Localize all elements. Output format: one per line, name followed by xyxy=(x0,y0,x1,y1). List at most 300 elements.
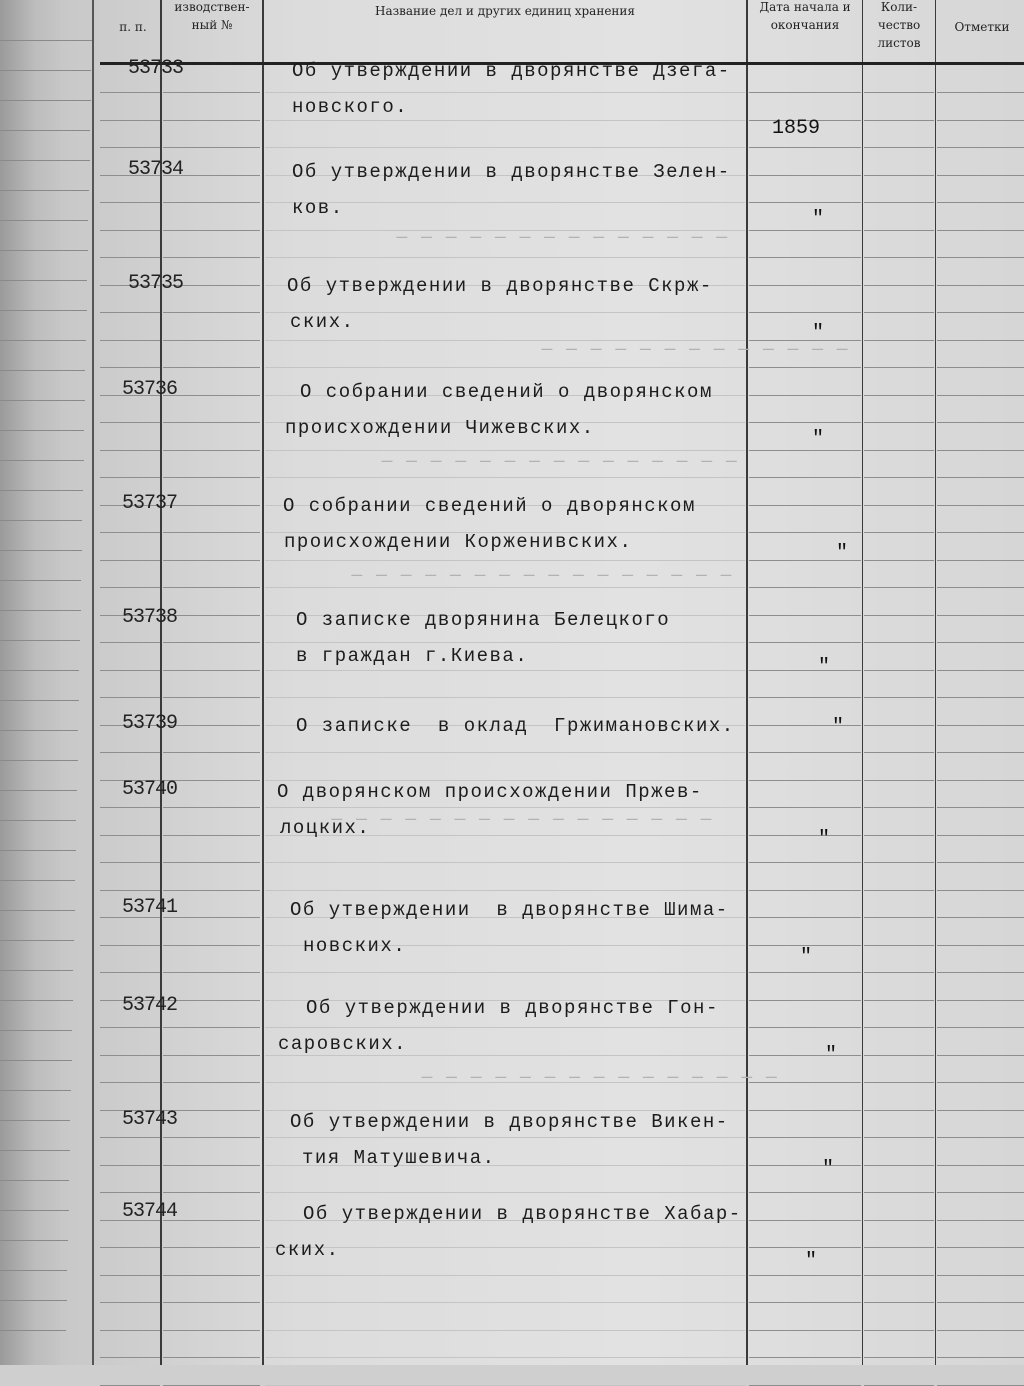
ruled-line xyxy=(864,862,934,863)
ruled-line xyxy=(100,147,160,148)
ruled-line xyxy=(864,1110,934,1111)
ruled-line xyxy=(163,340,260,341)
left-page-line xyxy=(0,400,85,401)
left-page-line xyxy=(0,550,82,551)
ruled-line xyxy=(937,615,1024,616)
ruled-line xyxy=(937,642,1024,643)
ruled-line xyxy=(100,670,160,671)
ruled-line xyxy=(100,367,160,368)
ruled-line xyxy=(937,312,1024,313)
ruled-line xyxy=(749,422,861,423)
ruled-line xyxy=(163,92,260,93)
ruled-line xyxy=(864,1192,934,1193)
ruled-line xyxy=(937,1110,1024,1111)
ruled-line xyxy=(864,1082,934,1083)
ruled-line xyxy=(100,1247,160,1248)
ruled-line xyxy=(265,450,745,451)
left-page-line xyxy=(0,1240,68,1241)
item-date: 1859 xyxy=(772,117,821,140)
ruled-line xyxy=(265,1302,745,1303)
ruled-line xyxy=(749,1357,861,1358)
ruled-line xyxy=(749,972,861,973)
ruled-line xyxy=(864,1302,934,1303)
item-number: 53738 xyxy=(122,606,178,629)
left-page-line xyxy=(0,220,88,221)
item-title-line2: саровских. xyxy=(278,1033,408,1055)
ruled-line xyxy=(749,1027,861,1028)
ruled-line xyxy=(100,862,160,863)
ruled-line xyxy=(937,505,1024,506)
ruled-line xyxy=(937,780,1024,781)
ruled-line xyxy=(864,505,934,506)
ruled-line xyxy=(937,670,1024,671)
ruled-line xyxy=(864,257,934,258)
ruled-line xyxy=(864,587,934,588)
ruled-line xyxy=(265,1385,745,1386)
left-page-line xyxy=(0,1060,72,1061)
left-page-line xyxy=(0,130,90,131)
ruled-line xyxy=(100,1357,160,1358)
ruled-line xyxy=(100,1082,160,1083)
left-page-line xyxy=(0,1090,71,1091)
ruled-line xyxy=(864,725,934,726)
item-title-line1: Об утверждении в дворянстве Дзега- xyxy=(292,60,731,82)
left-page-line xyxy=(0,460,84,461)
left-page-line xyxy=(0,40,92,41)
item-date-ditto: " xyxy=(812,322,825,345)
ruled-line xyxy=(937,230,1024,231)
ruled-line xyxy=(163,1055,260,1056)
ruled-line xyxy=(864,120,934,121)
left-page-line xyxy=(0,760,78,761)
ruled-line xyxy=(163,422,260,423)
ruled-line xyxy=(937,807,1024,808)
item-number: 53742 xyxy=(122,994,178,1017)
ruled-line xyxy=(864,147,934,148)
ruled-line xyxy=(100,1275,160,1276)
ruled-line xyxy=(864,917,934,918)
ruled-line xyxy=(265,697,745,698)
ruled-line xyxy=(937,257,1024,258)
item-title-line1: Об утверждении в дворянстве Скрж- xyxy=(287,275,713,297)
ruled-line xyxy=(937,587,1024,588)
ruled-line xyxy=(864,285,934,286)
ruled-line xyxy=(864,642,934,643)
ruled-line xyxy=(864,367,934,368)
ruled-line xyxy=(100,1055,160,1056)
ruled-line xyxy=(749,1165,861,1166)
header-col-sheets: Коли-чество листов xyxy=(877,0,921,50)
ruled-line xyxy=(163,1247,260,1248)
left-page-line xyxy=(0,910,75,911)
ruled-line xyxy=(864,1275,934,1276)
item-title-line1: Об утверждении в дворянстве Шима- xyxy=(290,899,729,921)
ruled-line xyxy=(749,1385,861,1386)
ruled-line xyxy=(163,1165,260,1166)
ruled-line xyxy=(937,1165,1024,1166)
ruled-line xyxy=(163,1302,260,1303)
ruled-line xyxy=(749,395,861,396)
ruled-line xyxy=(864,780,934,781)
ruled-line xyxy=(864,477,934,478)
item-date-ditto: " xyxy=(800,946,813,969)
left-page-line xyxy=(0,1150,70,1151)
item-title-line1: Об утверждении в дворянстве Гон- xyxy=(306,997,719,1019)
ruled-line xyxy=(163,862,260,863)
item-number: 53744 xyxy=(122,1200,178,1223)
ruled-line xyxy=(100,697,160,698)
ruled-line xyxy=(163,477,260,478)
ruled-line xyxy=(749,505,861,506)
ruled-line xyxy=(749,1220,861,1221)
ruled-line xyxy=(100,1330,160,1331)
left-page-margin xyxy=(92,0,94,1365)
column-rule-3 xyxy=(746,0,748,1365)
ruled-line xyxy=(163,670,260,671)
bleed-through-5: — — — — — — — — — — — — — — — — xyxy=(330,810,712,830)
header-col-num: п. п. xyxy=(119,20,147,34)
item-date-ditto: " xyxy=(812,428,825,451)
ruled-line xyxy=(163,642,260,643)
ruled-line xyxy=(749,1302,861,1303)
left-page-line xyxy=(0,580,81,581)
ruled-line xyxy=(100,1385,160,1386)
ruled-line xyxy=(265,972,745,973)
left-page-line xyxy=(0,730,78,731)
ruled-line xyxy=(749,230,861,231)
ruled-line xyxy=(749,450,861,451)
header-col-dates: Дата начала и окончания xyxy=(759,0,851,32)
column-rule-2 xyxy=(262,0,264,1365)
ruled-line xyxy=(100,532,160,533)
ruled-line xyxy=(163,230,260,231)
ruled-line xyxy=(749,367,861,368)
ruled-line xyxy=(749,752,861,753)
item-date-ditto: " xyxy=(832,716,845,739)
left-page-line xyxy=(0,790,77,791)
ruled-line xyxy=(864,422,934,423)
ruled-line xyxy=(100,890,160,891)
ruled-line xyxy=(749,862,861,863)
header-col-title: Название дел и других единиц хранения xyxy=(374,4,635,18)
ruled-line xyxy=(100,92,160,93)
ruled-line xyxy=(163,367,260,368)
ruled-line xyxy=(163,697,260,698)
item-date-ditto: " xyxy=(805,1250,818,1273)
item-number: 53736 xyxy=(122,378,178,401)
ruled-line xyxy=(100,1192,160,1193)
ruled-line xyxy=(864,92,934,93)
item-date-ditto: " xyxy=(812,208,825,231)
ruled-line xyxy=(749,1110,861,1111)
left-page-line xyxy=(0,280,87,281)
ruled-line xyxy=(749,1247,861,1248)
ruled-line xyxy=(864,450,934,451)
ruled-line xyxy=(749,175,861,176)
header-col-prod: изводствен-ный № xyxy=(174,0,250,32)
ruled-line xyxy=(163,1027,260,1028)
ruled-line xyxy=(937,477,1024,478)
ruled-line xyxy=(749,1275,861,1276)
ruled-line xyxy=(864,752,934,753)
ruled-line xyxy=(864,697,934,698)
item-title-line2: новского. xyxy=(292,96,409,118)
ruled-line xyxy=(749,917,861,918)
item-number: 53737 xyxy=(122,492,178,515)
ruled-line xyxy=(864,670,934,671)
ruled-line xyxy=(864,1000,934,1001)
ruled-line xyxy=(265,1275,745,1276)
left-page-line xyxy=(0,670,79,671)
ruled-line xyxy=(163,450,260,451)
left-page-line xyxy=(0,520,82,521)
ruled-line xyxy=(937,175,1024,176)
ruled-line xyxy=(100,945,160,946)
left-page-line xyxy=(0,1270,67,1271)
ruled-line xyxy=(749,477,861,478)
left-page-line xyxy=(0,370,85,371)
item-number: 53734 xyxy=(128,158,184,181)
ruled-line xyxy=(749,1055,861,1056)
ruled-line xyxy=(937,1357,1024,1358)
ruled-line xyxy=(864,1330,934,1331)
item-title-line2: новских. xyxy=(303,935,407,957)
left-page-line xyxy=(0,1030,72,1031)
ruled-line xyxy=(749,615,861,616)
ruled-line xyxy=(864,532,934,533)
item-title-line1: О записке в оклад Гржимановских. xyxy=(296,715,735,737)
ruled-line xyxy=(163,147,260,148)
header-col-notes: Отметки xyxy=(954,20,1010,34)
ruled-line xyxy=(100,972,160,973)
ruled-line xyxy=(163,1137,260,1138)
item-number: 53733 xyxy=(128,57,184,80)
ruled-line xyxy=(749,257,861,258)
ruled-line xyxy=(937,450,1024,451)
ruled-line xyxy=(100,202,160,203)
ruled-line xyxy=(163,202,260,203)
left-page-line xyxy=(0,250,88,251)
item-title-line2: происхождении Корженивских. xyxy=(284,531,633,553)
ruled-line xyxy=(749,807,861,808)
left-page-line xyxy=(0,1180,69,1181)
ruled-line xyxy=(937,862,1024,863)
ruled-line xyxy=(937,1055,1024,1056)
ruled-line xyxy=(937,1330,1024,1331)
ruled-line xyxy=(864,1357,934,1358)
left-page-line xyxy=(0,70,91,71)
ruled-line xyxy=(864,1220,934,1221)
item-title-line2: ских. xyxy=(275,1239,340,1261)
ruled-line xyxy=(749,670,861,671)
ruled-line xyxy=(749,202,861,203)
ruled-line xyxy=(864,890,934,891)
bleed-through-1: — — — — — — — — — — — — — — xyxy=(395,228,728,248)
ruled-line xyxy=(100,835,160,836)
item-title-line2: тия Матушевича. xyxy=(302,1147,496,1169)
ruled-line xyxy=(937,972,1024,973)
ruled-line xyxy=(100,752,160,753)
ruled-line xyxy=(864,312,934,313)
ruled-line xyxy=(163,312,260,313)
ruled-line xyxy=(864,835,934,836)
item-title-line2: лоцких. xyxy=(280,817,371,839)
ruled-line xyxy=(265,1192,745,1193)
ruled-line xyxy=(864,1385,934,1386)
left-page-line xyxy=(0,700,79,701)
ruled-line xyxy=(937,725,1024,726)
left-page-line xyxy=(0,850,76,851)
ruled-line xyxy=(100,120,160,121)
ruled-line xyxy=(937,697,1024,698)
ruled-line xyxy=(937,532,1024,533)
ruled-line xyxy=(265,1357,745,1358)
ruled-line xyxy=(937,367,1024,368)
left-page-line xyxy=(0,190,89,191)
ruled-line xyxy=(937,340,1024,341)
ruled-line xyxy=(100,422,160,423)
ruled-line xyxy=(100,807,160,808)
ruled-line xyxy=(749,780,861,781)
ruled-line xyxy=(749,642,861,643)
ruled-line xyxy=(937,202,1024,203)
ruled-line xyxy=(864,202,934,203)
ruled-line xyxy=(100,450,160,451)
ruled-line xyxy=(100,1165,160,1166)
item-title-line2: в граждан г.Киева. xyxy=(296,645,529,667)
left-page-line xyxy=(0,970,73,971)
item-title-line1: О дворянском происхождении Пржев- xyxy=(277,781,703,803)
ruled-line xyxy=(937,1302,1024,1303)
ruled-line xyxy=(937,285,1024,286)
ruled-line xyxy=(163,1275,260,1276)
page-sheet xyxy=(60,0,1024,1365)
left-page-line xyxy=(0,340,86,341)
ruled-line xyxy=(864,340,934,341)
left-page-line xyxy=(0,490,83,491)
item-title-line1: Об утверждении в дворянстве Викен- xyxy=(290,1111,729,1133)
ruled-line xyxy=(864,560,934,561)
ruled-line xyxy=(100,642,160,643)
ruled-line xyxy=(265,367,745,368)
item-date-ditto: " xyxy=(836,542,849,565)
ruled-line xyxy=(163,532,260,533)
ruled-line xyxy=(864,807,934,808)
ruled-line xyxy=(864,615,934,616)
ruled-line xyxy=(265,477,745,478)
ruled-line xyxy=(749,285,861,286)
ruled-line xyxy=(100,230,160,231)
left-page-line xyxy=(0,1330,66,1331)
ruled-line xyxy=(749,1330,861,1331)
ruled-line xyxy=(749,532,861,533)
ruled-line xyxy=(163,1330,260,1331)
left-page-line xyxy=(0,1300,67,1301)
ruled-line xyxy=(163,752,260,753)
ruled-line xyxy=(163,1357,260,1358)
ruled-line xyxy=(864,1247,934,1248)
bleed-through-3: — — — — — — — — — — — — — — — xyxy=(380,452,737,472)
ruled-line xyxy=(864,230,934,231)
ruled-line xyxy=(937,1275,1024,1276)
item-title-line1: О собрании сведений о дворянском xyxy=(300,381,713,403)
item-title-line2: ков. xyxy=(292,197,344,219)
ruled-line xyxy=(864,1027,934,1028)
ruled-line xyxy=(163,257,260,258)
ruled-line xyxy=(163,972,260,973)
ruled-line xyxy=(163,835,260,836)
left-page-line xyxy=(0,1120,70,1121)
ruled-line xyxy=(265,257,745,258)
ruled-line xyxy=(163,560,260,561)
item-title-line1: Об утверждении в дворянстве Зелен- xyxy=(292,161,731,183)
bleed-through-6: — — — — — — — — — — — — — — — xyxy=(420,1068,777,1088)
item-title-line2: происхождении Чижевских. xyxy=(285,417,595,439)
left-page-line xyxy=(0,610,81,611)
item-date-ditto: " xyxy=(818,656,831,679)
ruled-line xyxy=(100,257,160,258)
ruled-line xyxy=(937,120,1024,121)
ruled-line xyxy=(937,1192,1024,1193)
ruled-line xyxy=(937,92,1024,93)
ruled-line xyxy=(163,1385,260,1386)
ruled-line xyxy=(749,835,861,836)
bleed-through-4: — — — — — — — — — — — — — — — — xyxy=(350,566,732,586)
ruled-line xyxy=(937,560,1024,561)
ruled-line xyxy=(163,120,260,121)
left-page-line xyxy=(0,940,74,941)
ruled-line xyxy=(937,1385,1024,1386)
column-rule-5 xyxy=(935,0,936,1365)
left-page-line xyxy=(0,640,80,641)
ruled-line xyxy=(265,752,745,753)
left-page-line xyxy=(0,1000,73,1001)
ruled-line xyxy=(937,1220,1024,1221)
left-page-line xyxy=(0,100,91,101)
ruled-line xyxy=(100,560,160,561)
ruled-line xyxy=(265,862,745,863)
ruled-line xyxy=(265,1330,745,1331)
left-page-line xyxy=(0,160,90,161)
ruled-line xyxy=(937,1082,1024,1083)
left-page-line xyxy=(0,1210,69,1211)
ruled-line xyxy=(100,587,160,588)
item-title-line2: ских. xyxy=(290,311,355,333)
ruled-line xyxy=(937,752,1024,753)
ruled-line xyxy=(937,1137,1024,1138)
ruled-line xyxy=(937,890,1024,891)
ruled-line xyxy=(163,1192,260,1193)
ruled-line xyxy=(163,890,260,891)
item-date-ditto: " xyxy=(822,1158,835,1181)
ruled-line xyxy=(163,945,260,946)
column-rule-4 xyxy=(862,0,863,1365)
item-number: 53739 xyxy=(122,712,178,735)
ruled-line xyxy=(100,477,160,478)
left-page-line xyxy=(0,820,76,821)
left-page-line xyxy=(0,430,84,431)
ruled-line xyxy=(937,917,1024,918)
left-page-line xyxy=(0,310,87,311)
item-number: 53735 xyxy=(128,272,184,295)
ruled-line xyxy=(864,972,934,973)
bleed-through-2: — — — — — — — — — — — — — xyxy=(540,340,848,360)
ruled-line xyxy=(937,395,1024,396)
ruled-line xyxy=(864,945,934,946)
ruled-line xyxy=(749,1192,861,1193)
left-page-line xyxy=(0,880,75,881)
ruled-line xyxy=(163,807,260,808)
